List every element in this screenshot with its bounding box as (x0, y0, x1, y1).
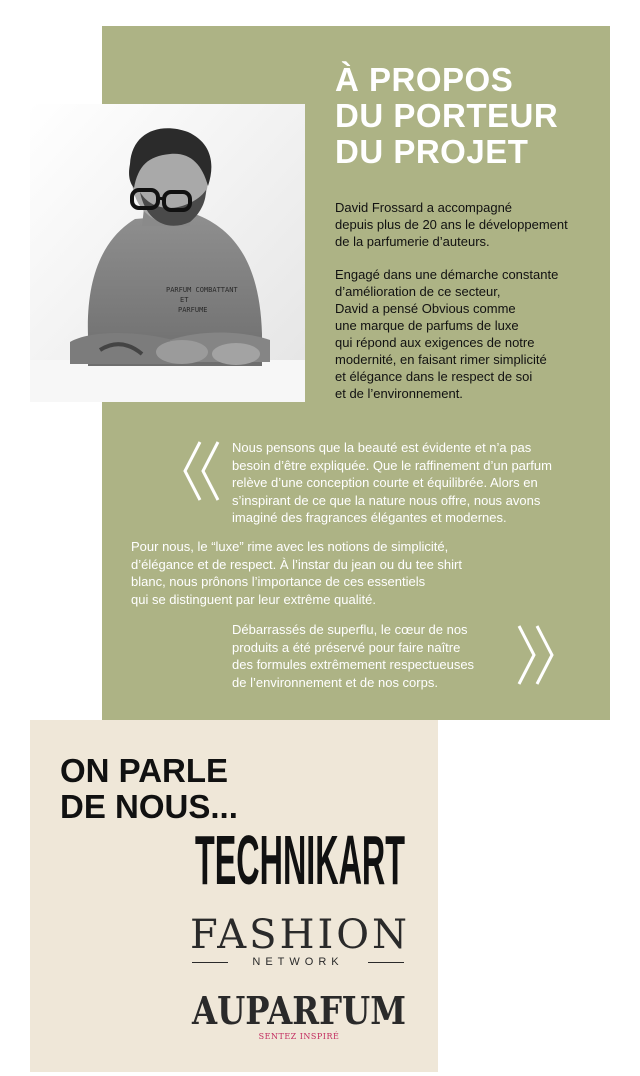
quote-paragraph: Pour nous, le “luxe” rime avec les notions de simplicité, d’élégance et de respect. À l’instar du jean ou du tee shirt blanc, nous prônons l’importance de ces essentiels qui se distinguent par leur extrême qualité. (131, 539, 462, 607)
press-title-line: DE NOUS... (60, 788, 238, 825)
quote-open-icon (182, 440, 222, 502)
fashion-network-logo-sub: NETWORK (252, 956, 344, 968)
quote-paragraph: Débarrassés de superflu, le cœur de nos produits a été préservé pour faire naître des formules extrêmement respectueuses de l’environnement et de nos corps. (232, 622, 475, 690)
fashion-network-logo-main: FASHION (190, 912, 411, 958)
quote-paragraph: Nous pensons que la beauté est évidente et n’a pas besoin d’être expliquée. Que le raffinement d’un parfum relève d’une conception courte et équilibrée. Alors en s’inspirant de ce que la nature nous offre, nous avons imaginé des fragrances élégantes et modernes. (232, 440, 552, 525)
press-title (60, 753, 238, 825)
logo-rule (368, 962, 404, 963)
auparfum-logo-text: AUPARFUM (191, 988, 406, 1033)
bio-paragraph: Engagé dans une démarche constante d’amélioration de ce secteur, David a pensé Obvious comme une marque de parfums de luxe qui répond aux exigences de notre modernité, en faisant rimer simplicité et élégance dans le respect de soi et de l’environnement. (335, 267, 559, 401)
about-title (335, 62, 558, 170)
sweater-text: PARFUM COMBATTANT (166, 286, 238, 294)
auparfum-tagline: SENTEZ INSPIRÉ (258, 1032, 340, 1041)
founder-portrait-image (30, 104, 305, 402)
auparfum-logo-wordmark (190, 988, 408, 1033)
technikart-logo (193, 821, 407, 899)
technikart-logo-text: TECHNIKART (195, 821, 405, 899)
bio-paragraph: David Frossard a accompagné depuis plus de 20 ans le développement de la parfumerie d’auteurs. (335, 200, 568, 249)
svg-text:PARFUME: PARFUME (178, 306, 208, 314)
auparfum-logo (190, 988, 408, 1044)
about-title-line: DU PROJET (335, 133, 529, 170)
svg-text:ET: ET (180, 296, 189, 304)
about-title-line: À PROPOS (335, 61, 514, 98)
founder-portrait (30, 104, 305, 402)
fashion-network-logo (190, 912, 411, 972)
press-title-line: ON PARLE (60, 752, 229, 789)
about-title-line: DU PORTEUR (335, 97, 559, 134)
quote-close-icon (515, 624, 555, 686)
